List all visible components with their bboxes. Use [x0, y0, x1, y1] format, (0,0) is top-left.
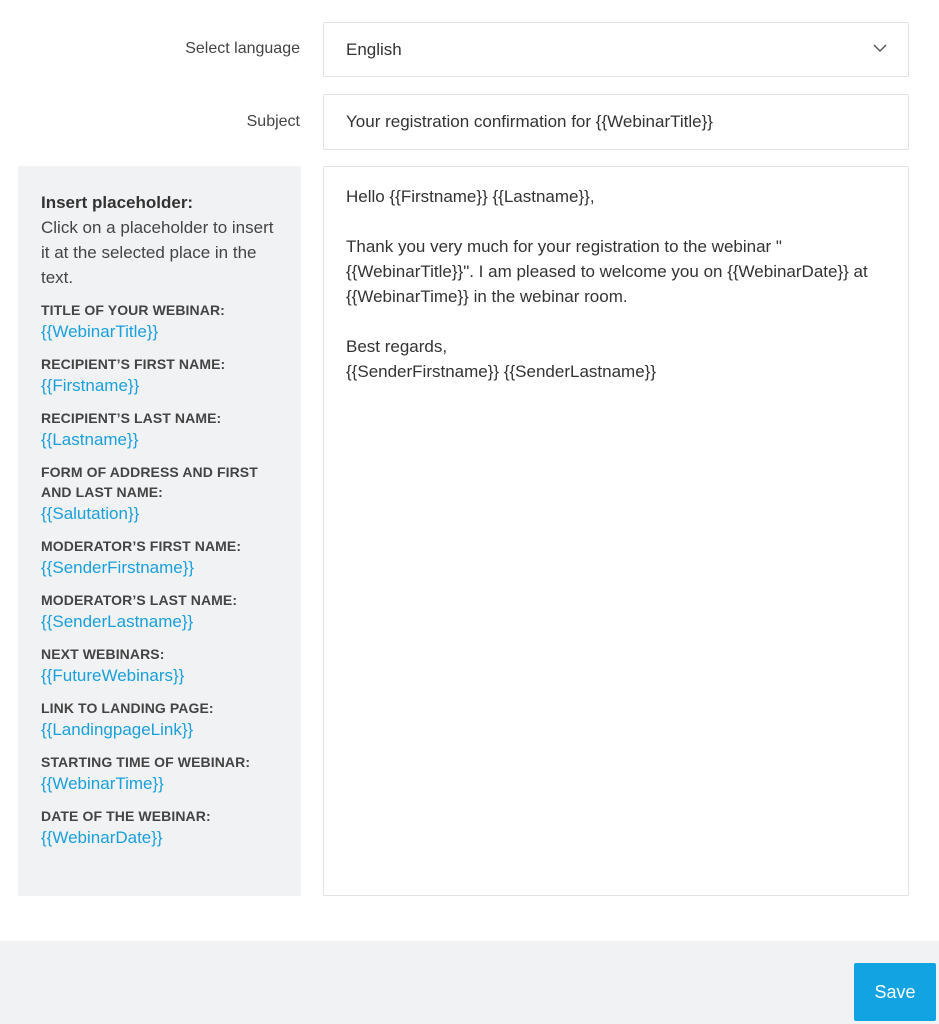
subject-input[interactable] [323, 94, 909, 150]
placeholder-token[interactable]: {{WebinarTime}} [41, 774, 164, 793]
placeholder-token[interactable]: {{WebinarDate}} [41, 828, 163, 847]
placeholder-label: RECIPIENT’S LAST NAME: [41, 410, 222, 426]
placeholder-token[interactable]: {{Salutation}} [41, 504, 140, 523]
placeholder-token[interactable]: {{WebinarTitle}} [41, 322, 159, 341]
placeholder-item [41, 354, 279, 398]
placeholder-label: DATE OF THE WEBINAR: [41, 808, 211, 824]
placeholder-item [41, 590, 279, 634]
body-signature: {{SenderFirstname}} {{SenderLastname}} [346, 362, 657, 381]
placeholder-panel [18, 166, 301, 896]
placeholder-item [41, 536, 279, 580]
placeholder-item [41, 408, 279, 452]
placeholder-panel-title: Insert placeholder: [41, 193, 194, 212]
placeholder-token[interactable]: {{SenderFirstname}} [41, 558, 195, 577]
placeholder-token[interactable]: {{Firstname}} [41, 376, 140, 395]
language-row [0, 22, 939, 77]
placeholder-token[interactable]: {{LandingpageLink}} [41, 720, 194, 739]
save-button[interactable]: Save [854, 963, 936, 1021]
footer-bar [0, 941, 939, 1024]
body-greeting: Hello {{Firstname}} {{Lastname}}, [346, 187, 595, 206]
placeholder-label: NEXT WEBINARS: [41, 646, 165, 662]
placeholder-token[interactable]: {{FutureWebinars}} [41, 666, 185, 685]
placeholder-label: RECIPIENT’S FIRST NAME: [41, 356, 226, 372]
placeholder-label: STARTING TIME OF WEBINAR: [41, 754, 251, 770]
placeholder-item [41, 300, 279, 344]
body-paragraph: Thank you very much for your registration to the webinar "{{WebinarTitle}}". I am pleased to welcome you on {{WebinarDate}} at {{WebinarTime}} in the webinar room. [346, 237, 868, 306]
placeholder-item [41, 644, 279, 688]
placeholder-item [41, 806, 279, 850]
placeholder-label: LINK TO LANDING PAGE: [41, 700, 214, 716]
subject-value: Your registration confirmation for {{WebinarTitle}} [346, 112, 713, 131]
body-closing: Best regards, [346, 337, 448, 356]
language-value: English [346, 40, 402, 59]
placeholder-token[interactable]: {{SenderLastname}} [41, 612, 194, 631]
language-label: Select language [185, 40, 300, 57]
placeholder-label: TITLE OF YOUR WEBINAR: [41, 302, 225, 318]
placeholder-label: MODERATOR’S LAST NAME: [41, 592, 238, 608]
placeholder-item [41, 462, 279, 526]
chevron-down-icon [872, 40, 888, 56]
language-select[interactable] [323, 22, 909, 77]
email-body-textarea[interactable] [323, 166, 909, 896]
placeholder-token[interactable]: {{Lastname}} [41, 430, 139, 449]
placeholder-item [41, 752, 279, 796]
placeholder-label: MODERATOR’S FIRST NAME: [41, 538, 242, 554]
subject-row [0, 94, 939, 150]
placeholder-item [41, 698, 279, 742]
subject-label: Subject [246, 113, 300, 130]
placeholder-panel-description: Click on a placeholder to insert it at the selected place in the text. [41, 218, 274, 287]
placeholder-label: FORM OF ADDRESS AND FIRST AND LAST NAME: [41, 464, 258, 500]
